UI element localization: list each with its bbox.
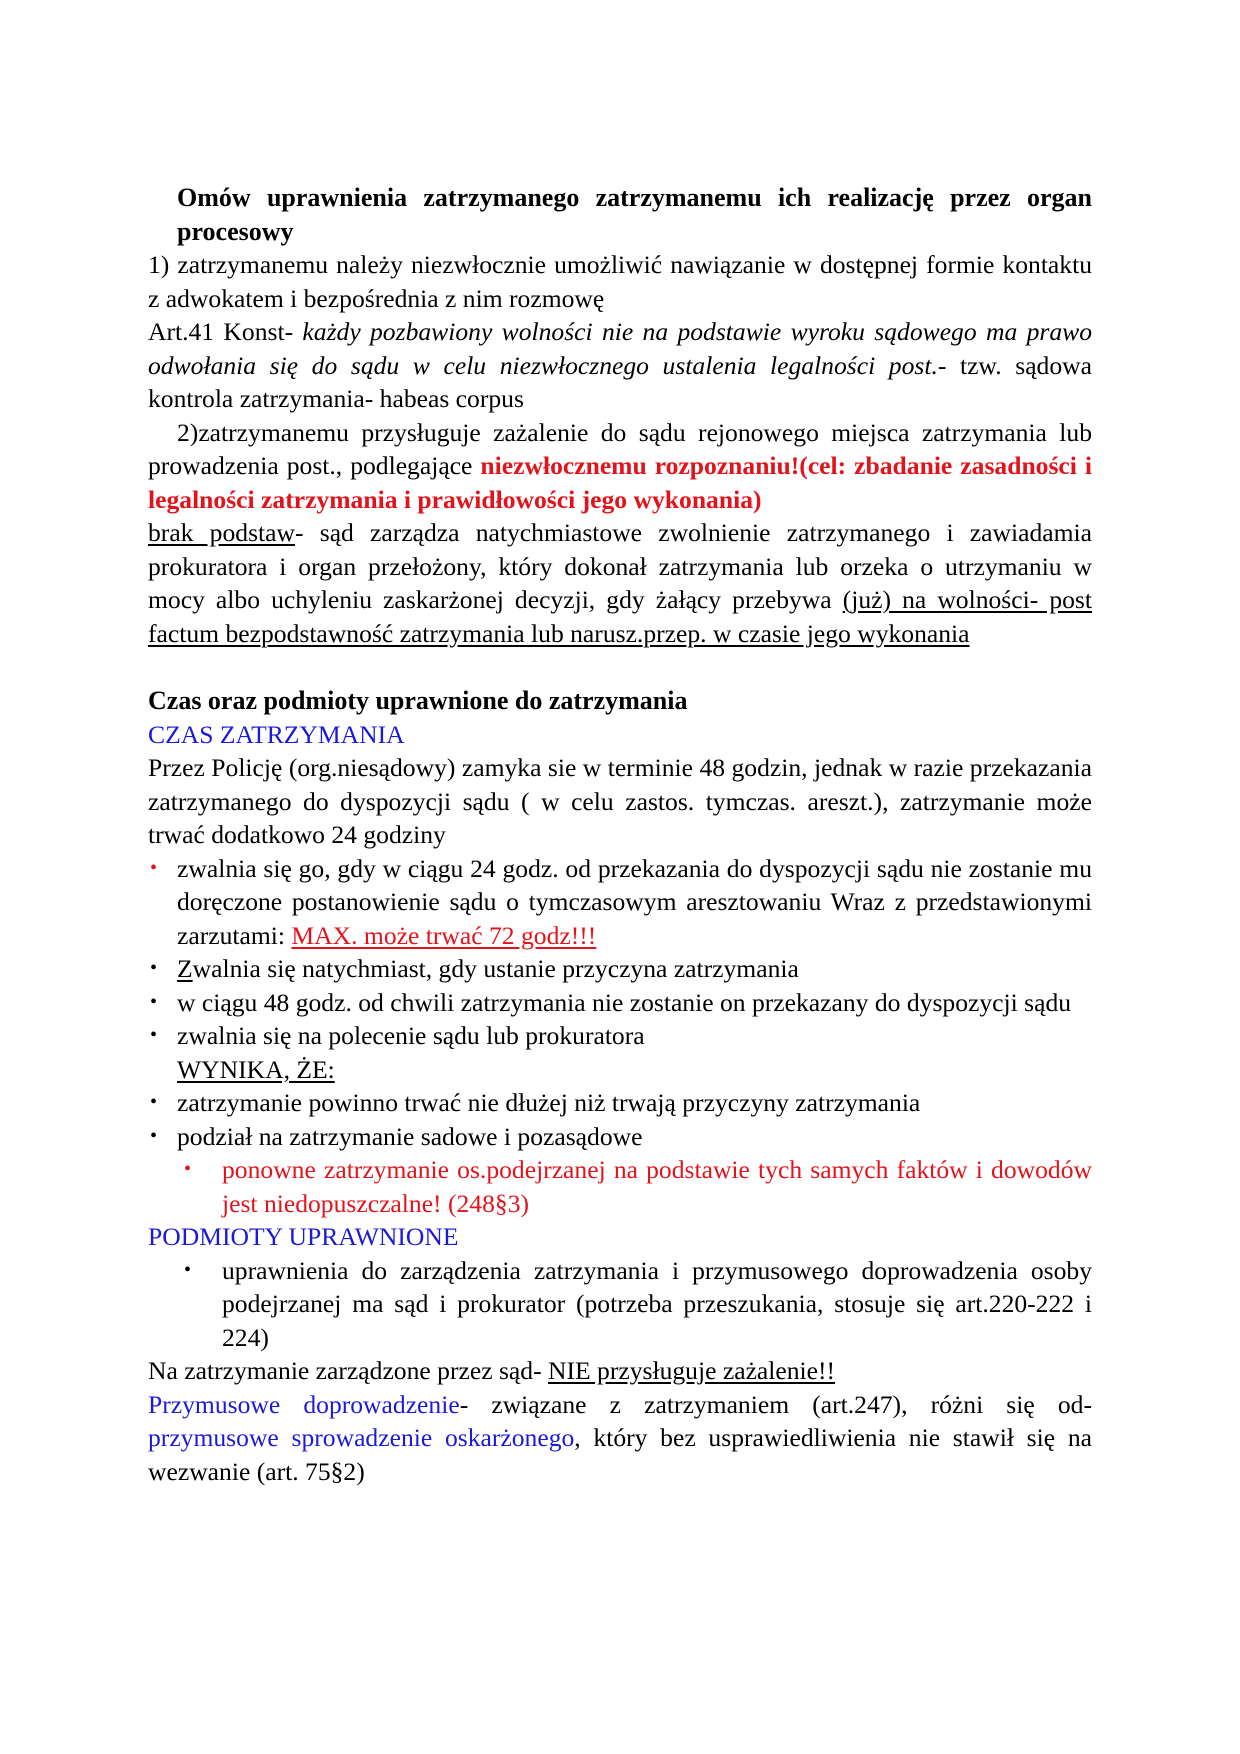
przymusowe-text-1: - związane z zatrzymaniem (art.247), różni się od- [459,1389,1092,1419]
list-item [148,1120,1092,1154]
list-item [148,1019,1092,1053]
czas-bullet-list [148,852,1092,1053]
czas-paragraph: Przez Policję (org.niesądowy) zamyka sie w terminie 48 godzin, jednak w razie przekazania zatrzymanego do dyspozycji sądu ( w celu zastos. tymczas. areszt.), zatrzymanie może trwać dodatkowo 24 godziny [148,753,1092,849]
section-title-czas: Czas oraz podmioty uprawnione do zatrzymania [148,686,688,715]
bullet-red-text: MAX. może trwać 72 godz!!! [291,920,597,950]
podmioty-bullet-list [148,1254,1092,1355]
zazalenie-red-text: niezwłocznemu rozpoznaniu!(cel: zbadanie zasadności i legalności zatrzymania i prawidłowości jego wykonania) [148,451,1093,514]
bullet-icon: • [150,1024,158,1046]
paragraph-zazalenie [148,416,1092,517]
bullet-icon: • [150,856,158,879]
wynika-line [148,1053,1092,1087]
bullet-text: zwalnia się na polecenie sądu lub prokuratora [177,1021,645,1050]
section-title-uprawnienia: Omów uprawnienia zatrzymanego zatrzymanemu ich realizację przez organ procesowy [177,183,1092,246]
paragraph-art41 [148,315,1092,416]
bullet-icon: • [150,1091,158,1113]
zazalenie-sad-text: Na zatrzymanie zarządzone przez sąd- [148,1356,548,1385]
art41-quote: każdy pozbawiony wolności nie na podstawie wyroku sądowego ma prawo odwołania się do sądu w celu niezwłocznego ustalenia legalności post. [148,317,1092,380]
art41-note: - tzw. sądowa kontrola zatrzymania- habeas corpus [148,350,1092,413]
brak-podstaw-underlined: (już) na wolności- post factum bezpodstawność zatrzymania lub narusz.przep. w czasie jego wykonania [148,585,1092,648]
bullet-text: zwalnia się go, gdy w ciągu 24 godz. od przekazania do dyspozycji sądu nie zostanie mu doręczone postanowienie sądu o tymczasowym aresztowaniu Wraz z przedstawionymi zarzutami: [177,853,1092,950]
list-item [148,952,1092,986]
bullet-icon: • [150,957,158,979]
bullet-text: uprawnienia do zarządzenia zatrzymania i przymusowego doprowadzenia osoby podejrzanej ma sąd i prokurator (potrzeba przeszukania, stosuje się art.220-222 i 224) [222,1255,1092,1352]
bullet-text: walnia się natychmiast, gdy ustanie przyczyna zatrzymania [192,954,799,983]
bullet-text: podział na zatrzymanie sadowe i pozasądowe [177,1121,643,1151]
zazalenie-text: 2)zatrzymanemu przysługuje zażalenie do sądu rejonowego miejsca zatrzymania lub prowadzenia post., podlegające [148,417,1092,480]
list-item [148,852,1092,953]
list-item [148,1254,1092,1355]
bullet-icon: • [184,1158,192,1180]
art41-label: Art.41 Konst- [148,317,303,346]
brak-podstaw-label: brak podstaw [148,518,295,547]
paragraph-1: 1) zatrzymanemu należy niezwłocznie umożliwić nawiązanie w dostępnej formie kontaktu z adwokatem i bezpośrednia z nim rozmowę [148,250,1092,313]
przymusowe-paragraph [148,1388,1092,1489]
przymusowe-sprowadzenie-term: przymusowe sprowadzenie oskarżonego [148,1423,575,1452]
czas-zatrzymania-heading: CZAS ZATRZYMANIA [148,719,405,749]
podmioty-heading: PODMIOTY UPRAWNIONE [148,1222,459,1251]
bullet-icon: • [150,1124,158,1147]
brak-podstaw-text: - sąd zarządza natychmiastowe zwolnienie zatrzymanego i zawiadamia prokuratora i organ przełożony, który dokonał zatrzymania lub orzeka o utrzymaniu w mocy albo uchyleniu zaskarżonej decyzji, gdy żałący przebywa [148,518,1092,614]
bullet-text: zatrzymanie powinno trwać nie dłużej niż trwają przyczyny zatrzymania [177,1088,921,1117]
bullet-text: w ciągu 48 godz. od chwili zatrzymania nie zostanie on przekazany do dyspozycji sądu [177,987,1072,1017]
list-item [148,1153,1092,1220]
paragraph-brak-podstaw [148,516,1092,650]
bullet-first-letter: Z [177,954,193,983]
bullet-icon: • [150,990,158,1013]
bullet-icon: • [184,1258,192,1281]
wynika-bullet-list [148,1086,1092,1220]
zazalenie-sad-underlined: NIE przysługuje zażalenie!! [548,1356,836,1385]
przymusowe-doprowadzenie-term: Przymusowe doprowadzenie [148,1389,460,1419]
document-body [148,181,1092,1488]
list-item [148,986,1092,1020]
wynika-label: WYNIKA, ŻE: [177,1054,335,1084]
list-item [148,1086,1092,1120]
zazalenie-sad-line [148,1354,1092,1388]
przymusowe-text-2: , który bez usprawiedliwienia nie stawił się na wezwanie (art. 75§2) [148,1423,1092,1486]
bullet-red-text: ponowne zatrzymanie os.podejrzanej na podstawie tych samych faktów i dowodów jest niedopuszczalne! (248§3) [222,1155,1092,1218]
